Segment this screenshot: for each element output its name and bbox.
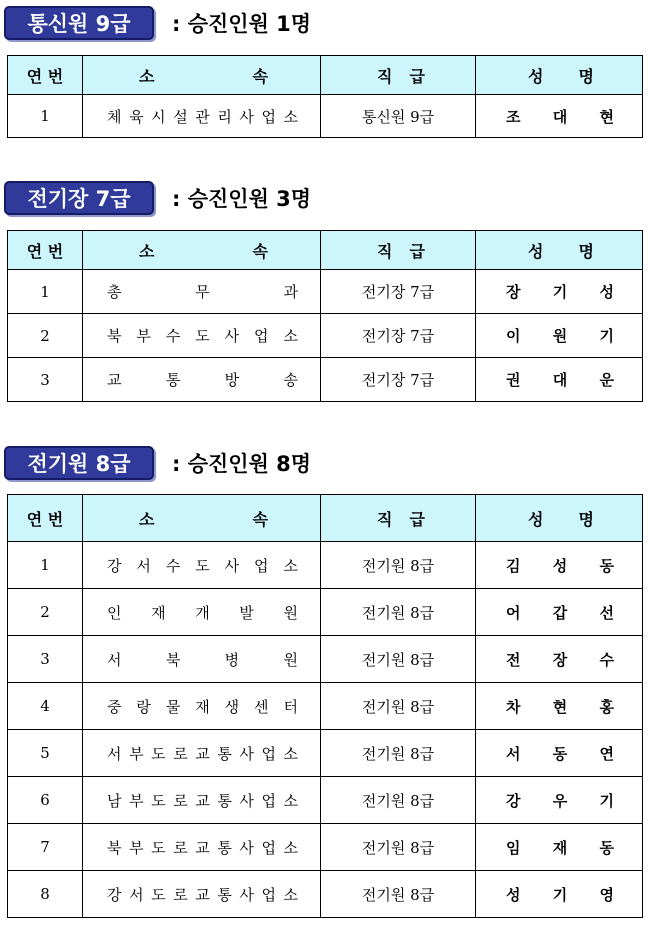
header-char: 성 [528,66,544,86]
cell-char: 강 [107,556,122,575]
header-text-spread [321,239,475,262]
promotion-count-heading: : 승진인원 8명 [172,452,312,476]
cell-rank: 전기장 7급 [321,270,476,314]
cell-char: 갑 [552,603,568,622]
table-header-row [8,231,643,270]
cell-char: 원 [283,603,298,622]
cell-dept [83,777,321,824]
cell-char: 서 [107,650,122,669]
cell-text-spread [83,696,320,717]
cell-text-spread [476,837,642,858]
header-dept [83,56,321,95]
cell-char: 교 [195,791,210,810]
cell-char: 사 [239,744,254,763]
header-text-spread [476,507,642,530]
header-text-spread [321,64,475,87]
cell-char: 성 [552,556,568,575]
cell-rank: 전기원 8급 [321,824,476,871]
cell-char: 병 [224,650,240,669]
cell-char: 도 [151,838,166,857]
cell-dept [83,95,321,138]
cell-no: 3 [8,358,83,402]
header-char: 속 [252,66,268,86]
cell-char: 업 [254,327,269,345]
cell-rank: 전기원 8급 [321,542,476,589]
cell-char: 도 [195,327,210,345]
cell-char: 성 [599,283,614,301]
table-row [8,542,643,589]
cell-char: 인 [107,603,122,622]
header-char: 직 [377,66,393,86]
table-row [8,730,643,777]
cell-char: 선 [599,603,614,622]
cell-text-spread [476,884,642,905]
cell-rank: 전기장 7급 [321,314,476,358]
section-title-badge: 통신원 9급 [4,6,154,40]
header-rank [321,231,476,270]
cell-char: 방 [224,371,240,389]
header-text-spread [321,507,475,530]
header-text-spread [83,239,320,262]
cell-char: 소 [283,838,298,857]
header-char: 소 [139,241,155,261]
cell-char: 도 [151,744,166,763]
cell-char: 도 [195,556,210,575]
cell-char: 물 [165,697,181,716]
cell-char: 사 [239,885,254,904]
cell-char: 사 [239,838,254,857]
table-header-row [8,495,643,542]
cell-text-spread [83,743,320,764]
cell-char: 관 [195,107,210,126]
cell-char: 전 [506,650,521,669]
cell-char: 발 [239,603,254,622]
cell-char: 서 [506,744,521,763]
header-rank [321,56,476,95]
header-rank [321,495,476,542]
cell-char: 교 [195,838,210,857]
table-header-row [8,56,643,95]
cell-char: 터 [283,697,298,716]
cell-name [476,683,643,730]
cell-text-spread [83,106,320,127]
cell-char: 강 [506,791,521,810]
cell-text-spread [83,555,320,576]
header-char: 급 [409,509,425,529]
cell-char: 동 [552,744,568,763]
cell-no: 4 [8,683,83,730]
cell-char: 연 [599,744,614,763]
cell-char: 사 [224,327,240,345]
cell-char: 무 [195,283,210,301]
header-char: 속 [252,509,268,529]
cell-char: 대 [552,107,568,126]
cell-char: 서 [136,556,151,575]
cell-char: 북 [107,838,122,857]
cell-char: 통 [217,885,232,904]
cell-no: 2 [8,589,83,636]
header-char: 명 [578,241,594,261]
promotion-count-heading: : 승진인원 3명 [172,187,312,211]
cell-char: 강 [107,885,122,904]
header-char: 소 [139,509,155,529]
cell-char: 업 [254,556,269,575]
cell-char: 도 [151,791,166,810]
cell-no: 6 [8,777,83,824]
cell-name [476,824,643,871]
header-name [476,495,643,542]
cell-text-spread [476,325,642,346]
cell-name [476,358,643,402]
cell-char: 업 [261,744,276,763]
cell-char: 권 [506,371,521,389]
cell-char: 어 [506,603,521,622]
cell-text-spread [83,369,320,390]
cell-name [476,314,643,358]
cell-char: 현 [552,697,568,716]
cell-char: 교 [107,371,122,389]
cell-char: 랑 [136,697,151,716]
cell-char: 장 [506,283,521,301]
cell-char: 기 [552,885,568,904]
cell-dept [83,683,321,730]
cell-no: 1 [8,95,83,138]
header-char: 소 [139,66,155,86]
cell-char: 생 [224,697,240,716]
cell-text-spread [476,281,642,302]
cell-name [476,95,643,138]
header-dept [83,495,321,542]
cell-char: 기 [552,283,568,301]
header-name [476,231,643,270]
header-name [476,56,643,95]
cell-char: 김 [506,556,521,575]
section-title-badge: 전기원 8급 [4,446,154,480]
cell-char: 기 [599,327,614,345]
cell-char: 소 [283,107,298,126]
cell-dept [83,358,321,402]
cell-char: 수 [165,556,181,575]
cell-char: 원 [552,327,568,345]
cell-char: 홍 [599,697,614,716]
cell-char: 로 [173,838,188,857]
cell-char: 업 [261,107,276,126]
header-text-spread [476,239,642,262]
cell-char: 서 [129,885,144,904]
cell-char: 남 [107,791,122,810]
cell-rank: 전기원 8급 [321,730,476,777]
cell-name [476,270,643,314]
header-no: 연 번 [8,495,83,542]
cell-char: 소 [283,327,298,345]
cell-char: 개 [195,603,210,622]
cell-char: 수 [599,650,614,669]
cell-char: 동 [599,838,614,857]
cell-char: 장 [552,650,568,669]
cell-char: 부 [129,744,144,763]
cell-name [476,777,643,824]
cell-char: 통 [217,744,232,763]
header-char: 성 [528,509,544,529]
cell-name [476,871,643,918]
cell-char: 리 [217,107,232,126]
cell-char: 재 [195,697,210,716]
cell-char: 대 [552,371,568,389]
cell-char: 차 [506,697,521,716]
cell-char: 업 [261,838,276,857]
header-char: 성 [528,241,544,261]
cell-rank: 전기원 8급 [321,871,476,918]
table-row [8,824,643,871]
cell-char: 소 [283,885,298,904]
cell-char: 교 [195,744,210,763]
cell-rank: 전기장 7급 [321,358,476,402]
cell-char: 서 [107,744,122,763]
cell-char: 동 [599,556,614,575]
cell-text-spread [83,602,320,623]
cell-text-spread [476,649,642,670]
section-title-badge: 전기장 7급 [4,181,154,215]
cell-no: 5 [8,730,83,777]
cell-char: 체 [107,107,122,126]
cell-char: 수 [165,327,181,345]
cell-char: 소 [283,556,298,575]
header-char: 속 [252,241,268,261]
cell-char: 기 [599,791,614,810]
cell-char: 북 [165,650,181,669]
cell-dept [83,314,321,358]
cell-char: 부 [129,838,144,857]
cell-char: 조 [506,107,521,126]
table-row [8,636,643,683]
cell-char: 이 [506,327,521,345]
cell-char: 우 [552,791,568,810]
cell-char: 설 [173,107,188,126]
cell-text-spread [476,743,642,764]
cell-no: 1 [8,270,83,314]
cell-text-spread [83,281,320,302]
cell-char: 시 [151,107,166,126]
cell-char: 북 [107,327,122,345]
table-row [8,270,643,314]
cell-name [476,636,643,683]
cell-char: 재 [552,838,568,857]
cell-char: 현 [599,107,614,126]
cell-char: 업 [261,791,276,810]
cell-text-spread [83,325,320,346]
cell-no: 1 [8,542,83,589]
cell-text-spread [476,555,642,576]
cell-no: 7 [8,824,83,871]
header-dept [83,231,321,270]
cell-char: 성 [506,885,521,904]
table-row [8,358,643,402]
cell-dept [83,636,321,683]
header-char: 명 [578,66,594,86]
cell-no: 3 [8,636,83,683]
cell-char: 사 [224,556,240,575]
cell-char: 재 [151,603,166,622]
cell-dept [83,871,321,918]
cell-char: 부 [129,791,144,810]
cell-char: 소 [283,791,298,810]
cell-char: 로 [173,791,188,810]
table-row [8,95,643,138]
table-row [8,314,643,358]
cell-char: 센 [254,697,269,716]
table-row [8,683,643,730]
cell-text-spread [83,790,320,811]
promotion-count-heading: : 승진인원 1명 [172,12,312,36]
cell-char: 업 [261,885,276,904]
header-no: 연 번 [8,231,83,270]
promotion-table [7,230,643,402]
cell-name [476,589,643,636]
cell-rank: 전기원 8급 [321,777,476,824]
cell-rank: 전기원 8급 [321,636,476,683]
header-char: 급 [409,66,425,86]
cell-text-spread [476,106,642,127]
cell-char: 통 [217,838,232,857]
promotion-table [7,494,643,918]
cell-no: 2 [8,314,83,358]
cell-rank: 전기원 8급 [321,589,476,636]
cell-char: 과 [283,283,298,301]
cell-char: 교 [195,885,210,904]
cell-char: 임 [506,838,521,857]
cell-char: 사 [239,107,254,126]
cell-char: 총 [107,283,122,301]
header-text-spread [83,64,320,87]
header-text-spread [83,507,320,530]
header-text-spread [476,64,642,87]
cell-text-spread [476,790,642,811]
cell-name [476,542,643,589]
cell-name [476,730,643,777]
header-no: 연 번 [8,56,83,95]
cell-char: 도 [151,885,166,904]
cell-text-spread [476,602,642,623]
cell-rank: 통신원 9급 [321,95,476,138]
cell-text-spread [83,837,320,858]
cell-char: 통 [165,371,181,389]
header-char: 직 [377,241,393,261]
cell-char: 소 [283,744,298,763]
cell-text-spread [476,696,642,717]
table-row [8,777,643,824]
cell-dept [83,589,321,636]
cell-char: 사 [239,791,254,810]
cell-char: 중 [107,697,122,716]
cell-char: 로 [173,744,188,763]
table-row [8,871,643,918]
promotion-table [7,55,643,138]
cell-dept [83,542,321,589]
cell-rank: 전기원 8급 [321,683,476,730]
cell-char: 로 [173,885,188,904]
cell-text-spread [83,884,320,905]
cell-char: 영 [599,885,614,904]
cell-char: 통 [217,791,232,810]
cell-text-spread [83,649,320,670]
cell-dept [83,824,321,871]
cell-dept [83,270,321,314]
table-row [8,589,643,636]
cell-no: 8 [8,871,83,918]
cell-char: 육 [129,107,144,126]
cell-text-spread [476,369,642,390]
cell-dept [83,730,321,777]
cell-char: 원 [283,650,298,669]
header-char: 급 [409,241,425,261]
header-char: 직 [377,509,393,529]
cell-char: 운 [599,371,614,389]
cell-char: 부 [136,327,151,345]
header-char: 명 [578,509,594,529]
cell-char: 송 [283,371,298,389]
